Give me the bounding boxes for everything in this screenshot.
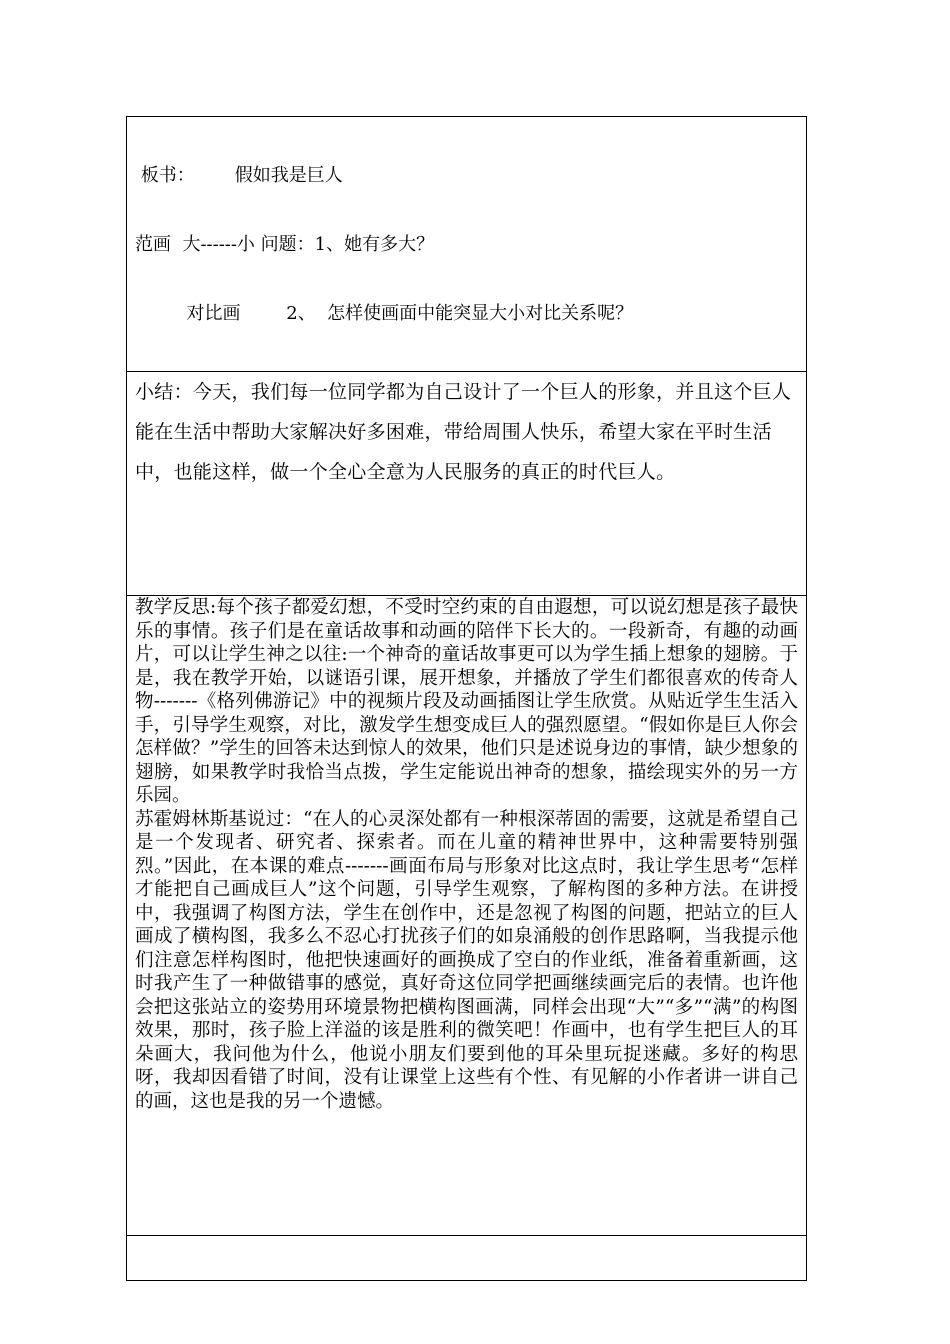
board-row	[127, 117, 807, 372]
reflection-paragraph-2: 苏霍姆林斯基说过：“在人的心灵深处都有一种根深蒂固的需要，这就是希望自己是一个发现者、研究者、探索者。而在儿童的精神世界中，这种需要特别强烈。”因此，在本课的难点-------画面布局与形象对比这点时，我让学生思考“怎样才能把自己画成巨人”这个问题，引导学生观察，了解构图的多种方法。在讲授中，我强调了构图方法，学生在创作中，还是忽视了构图的问题，把站立的巨人画成了横构图，我多么不忍心打扰孩子们的如泉涌般的创作思路啊，当我提示他们注意怎样构图时，他把快速画好的画换成了空白的作业纸，准备着重新画，这时我产生了一种做错事的感觉，真好奇这位同学把画继续画完后的表情。也许他会把这张站立的姿势用环境景物把横构图画满，同样会出现“大”“多”“满”的构图效果，那时，孩子脸上洋溢的该是胜利的微笑吧！作画中，也有学生把巨人的耳朵画大，我问他为什么，他说小朋友们要到他的耳朵里玩捉迷藏。多好的构思呀，我却因看错了时间，没有让课堂上这些有个性、有见解的小作者讲一讲自己的画，这也是我的另一个遗憾。	[135, 808, 798, 1112]
reflection-paragraph-1: 教学反思:每个孩子都爱幻想，不受时空约束的自由遐想，可以说幻想是孩子最快乐的事情。孩子们是在童话故事和动画的陪伴下长大的。一段新奇，有趣的动画片，可以让学生神之以往:一个神奇的童话故事更可以为学生插上想象的翅膀。于是，我在教学开始，以谜语引课，展开想象，并播放了学生们都很喜欢的传奇人物-------《格列佛游记》中的视频片段及动画插图让学生欣赏。从贴近学生生活入手，引导学生观察，对比，激发学生想变成巨人的强烈愿望。“假如你是巨人你会怎样做？”学生的回答未达到惊人的效果，他们只是述说身边的事情，缺少想象的翅膀，如果教学时我恰当点拨，学生定能说出神奇的想象，描绘现实外的另一方乐园。	[135, 597, 798, 806]
summary-text: 小结：今天，我们每一位同学都为自己设计了一个巨人的形象，并且这个巨人能在生活中帮助大家解决好多困难，带给周围人快乐，希望大家在平时生活中，也能这样，做一个全心全意为人民服务的真正的时代巨人。	[135, 381, 792, 483]
board-title-line: 板书： 假如我是巨人	[135, 165, 343, 186]
board-question-line-2: 对比画 2、 怎样使画面中能突显大小对比关系呢？	[135, 303, 634, 324]
lesson-plan-table	[126, 116, 807, 1281]
board-content	[135, 117, 798, 371]
summary-cell	[127, 372, 807, 596]
board-cell	[127, 117, 807, 372]
reflection-row	[127, 596, 807, 1236]
summary-row	[127, 372, 807, 596]
empty-cell	[127, 1236, 807, 1281]
reflection-content	[135, 596, 798, 1113]
empty-row	[127, 1236, 807, 1281]
board-question-line-1: 范画 大------小 问题：1、她有多大？	[135, 234, 435, 255]
reflection-cell	[127, 596, 807, 1236]
